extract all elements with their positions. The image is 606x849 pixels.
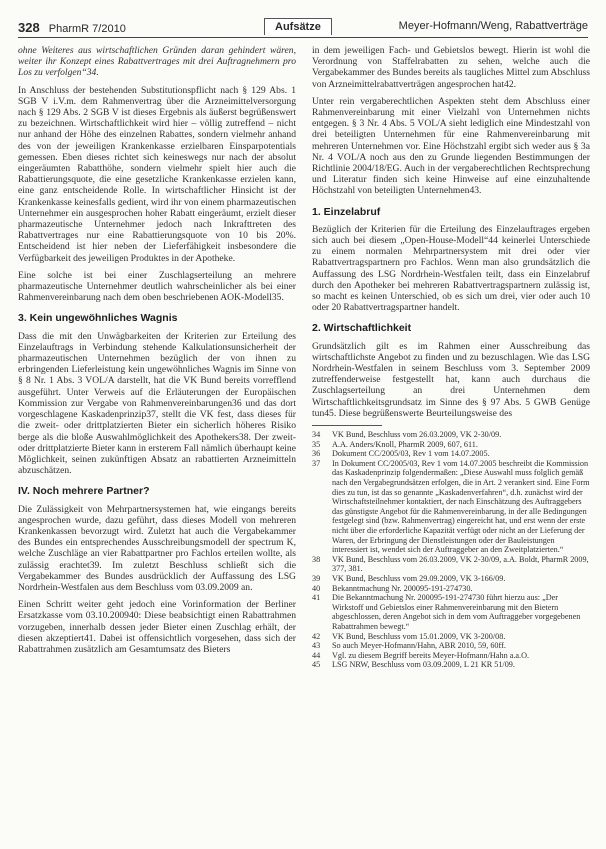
paragraph: In Anschluss der bestehenden Substitutionspflicht nach § 129 Abs. 1 SGB V i.V.m. dem Rahmenvertrag über die Arzneimittelversorgung nach § 129 Abs. 2 SGB V ist dieses Ergebnis als äußerst begrüßenswert zu bezeichnen. Wirtschaftlichkeit wird hier – völlig zutreffend – nicht nur anhand der Höhe des einzelnen Rabattes, sondern vielmehr anhand des von der jeweiligen Krankenkasse erzielbaren Einsparpotentials gemessen. Eben dieses richtet sich keineswegs nur nach der absolut eingeräumten Rabatthöhe, sondern vielmehr spielt hier auch die Rabattierungsquote, die eine gesetzliche Krankenkasse erzielen kann, eine ganz entscheidende Rolle. In wirtschaftlicher Hinsicht ist der Krankenkasse keinesfalls gedient, wird ihr von einem pharmazeutischen Unternehmer ein ausgesprochen hoher Rabatt eingeräumt, erzielt dieser pharmazeutische Unternehmer jedoch nach Inkrafttreten des Rabattvertrages nur eine Rabattierungsquote von 10 bis 20%. Entscheidend ist hier neben der Lieferfähigkeit insbesondere die Verfügbarkeit des jeweiligen Produktes in der Apotheke.	[18, 84, 296, 264]
footnote	[312, 593, 590, 631]
paragraph: Dass die mit den Unwägbarkeiten der Kriterien zur Erteilung des Einzelauftrags in Verbindung stehende Kalkulationsunsicherheit der pharmazeutischen Unternehmen bezüglich der von ihnen zu erbringenden Lieferleistung kein ungewöhnliches Wagnis im Sinne von § 8 Nr. 1 Abs. 3 VOL/A darstellt, hat die VK Bund bereits vorrefflend ausgeführt. Unter Verweis auf die Erläuterungen der Europäischen Kommission zur Vergabe von Rahmenvereinbarungen36 und das dort vorgeschlagene Kaskadenprinzip37, stellt die VK fest, dass dieses für die zweit- oder drittplatzierten Bieter ein sicherlich höheres Risiko berge als die bloße Auswahlmöglichkeit des Apothekers38. Der zweit- oder drittplatzierte Bieter kann in ersterem Fall nämlich überhaupt keine Möglichkeit, seinen zukünftigen Absatz an rabattierten Arzneimitteln abzuschätzen.	[18, 330, 296, 477]
paragraph: Unter rein vergaberechtlichen Aspekten steht dem Abschluss einer Rahmenvereinbarung mit einer Vielzahl von Unternehmen nichts entgegen. § 3 Nr. 4 Abs. 5 VOL/A sieht lediglich eine Mindestzahl von drei beteiligten Unternehmen für eine Rahmenvereinbarung mit mehreren Unternehmen vor. Eine Höchstzahl ergibt sich weder aus § 3a Nr. 4 VOL/A noch aus den zu Grunde liegenden Bestimmungen der Richtlinie 2004/18/EG. Auch in der vergaberechtlichen Rechtsprechung und Literatur finden sich keine Hinweise auf eine einzuhaltende Höchstzahl von beteiligten Unternehmen43.	[312, 95, 590, 197]
section-heading: 1. Einzelabruf	[312, 205, 381, 218]
footnote-text: So auch Meyer-Hofmann/Hahn, ABR 2010, 59, 60ff.	[332, 641, 506, 651]
footnote	[312, 651, 590, 661]
footnote	[312, 641, 590, 651]
footnote-number: 41	[312, 593, 321, 603]
footnote	[312, 449, 590, 459]
footnote	[312, 632, 590, 642]
paragraph: Einen Schritt weiter geht jedoch eine Vorinformation der Berliner Ersatzkasse vom 03.10.200940: Diese beabsichtigt einen Rabattrahmen vorzugeben, innerhalb dessen jeder Bieter einen Zuschlag erhält, der diesen akzeptiert41. Dabei ist offensichtlich vorgesehen, dass sich der Rabattrahmen zusätzlich am Gesamtumsatz des Bieters	[18, 599, 296, 655]
footnote-text: VK Bund, Beschluss vom 29.09.2009, VK 3-166/09.	[332, 574, 506, 583]
footnote-number: 42	[312, 631, 321, 641]
footnote	[312, 459, 590, 555]
paragraph: Bezüglich der Kriterien für die Erteilung des Einzelauftrages ergeben sich auch bei diesem „Open-House-Modell“44 keinerlei Unterschiede zu einem normalen Mehrpartnersystem mit drei oder vier Rabattvertragspartnern pro Fachlos. Wenn man also grundsätzlich die Auffassung des LSG Nordrhein-Westfalen teilt, dass ein Einzelabruf durch den Apotheker bei mehreren Rabattvertragspartnern zulässig ist, so macht es keinen Unterschied, ob es sich um drei, vier oder auch 10 oder 20 Rabattvertragspartner handelt.	[312, 223, 590, 314]
page-number: 328	[18, 20, 40, 35]
article-authors: Meyer-Hofmann/Weng, Rabattverträge	[398, 20, 588, 32]
footnote-number: 39	[312, 574, 321, 583]
footnote-number: 37	[312, 458, 321, 468]
paragraph: Eine solche ist bei einer Zuschlagserteilung an mehrere pharmazeutische Unternehmer deutlich wahrscheinlicher als bei einer Rahmenvereinbarung nach dem oben beschriebenen AOK-Modell35.	[18, 269, 296, 304]
section-heading: 3. Kein ungewöhnliches Wagnis	[18, 312, 178, 325]
footnote	[312, 430, 590, 440]
footnote	[312, 584, 590, 594]
footnote-number: 44	[312, 650, 321, 660]
header-rule	[18, 37, 588, 38]
footnote-text: Vgl. zu diesem Begriff bereits Meyer-Hofmann/Hahn a.a.O.	[332, 650, 530, 660]
footnote	[312, 660, 590, 670]
left-column	[18, 45, 296, 661]
section-heading: 2. Wirtschaftlichkeit	[312, 322, 412, 335]
footnotes	[312, 430, 590, 670]
footnote-text: A.A. Anders/Knoll, PharmR 2009, 607, 611.	[332, 439, 478, 449]
footnote-number: 36	[312, 449, 321, 459]
footnote-number: 34	[312, 430, 321, 440]
footnote-text: VK Bund, Beschluss vom 26.03.2009, VK 2-30/09, a.A. Boldt, PharmR 2009, 377, 381.	[332, 554, 589, 574]
paragraph: in dem jeweiligen Fach- und Gebietslos bewegt. Hierin ist wohl die Verordnung von Staffelrabatten zu sehen, welche auch die Vergabekammer des Bundes bereits als taugliches Mittel zum Abschluss von Arzneimittelrabattverträgen angesprochen hat42.	[312, 45, 590, 90]
journal-name: PharmR 7/2010	[48, 23, 126, 35]
running-header	[18, 20, 588, 38]
section-tab: Aufsätze	[264, 18, 332, 35]
footnote-number: 45	[312, 660, 321, 670]
footnote	[312, 555, 590, 574]
footnote-number: 40	[312, 583, 321, 593]
footnote-text: VK Bund, Beschluss vom 15.01.2009, VK 3-200/08.	[332, 631, 506, 641]
header-left	[18, 20, 126, 35]
footnote-number: 43	[312, 641, 321, 651]
footnote-number: 35	[312, 439, 321, 449]
footnote-text: Bekanntmachung Nr. 200095-191-274730.	[332, 583, 473, 593]
footnote-text: Dokument CC/2005/03, Rev 1 vom 14.07.2005.	[332, 449, 490, 459]
footnote-text: In Dokument CC/2005/03, Rev 1 vom 14.07.2005 beschreibt die Kommission das Kaskadenprinzip folgendermaßen: „Diese Auswahl muss folglich gemäß nach den Vergabegrundsätzen erfolgen, die in Art. 2 verankert sind. Eine Form dies zu tun, ist das so genannte „Kaskadenverfahren“, d.h. zunächst wird der Wirtschaftsteilnehmer kontaktiert, der nach Einschätzung des Auftraggebers das günstigste Angebot für die Rahmenvereinbarung, in der alle Bedingungen festgelegt sind (bzw. Rahmenvertrag) eingereicht hat, und erst wenn der erste nicht über die erforderliche Kapazität verfügt oder nicht an der Lieferung der Waren, der Erbringung der Dienstleistungen oder der Bauleistungen interessiert ist, wendet sich der Auftraggeber an den Zweitplatzierten.“	[332, 458, 590, 555]
section-heading: IV. Noch mehrere Partner?	[18, 485, 150, 498]
footnote-text: VK Bund, Beschluss vom 26.03.2009, VK 2-30/09.	[332, 430, 502, 440]
footnote-rule	[312, 425, 382, 426]
footnote-text: Die Bekanntmachung Nr. 200095-191-274730 führt hierzu aus: „Der Wirkstoff und Gebietslos einer Rahmenvereinbarung mit den Bietern abgeschlossen, deren Angebot sich in dem vom Auftraggeber vorgegebenen Rabattrahmen bewegt.“	[332, 593, 581, 631]
footnote-text: LSG NRW, Beschluss vom 03.09.2009, L 21 KR 51/09.	[332, 660, 515, 670]
footnote	[312, 574, 590, 584]
paragraph: Grundsätzlich gilt es im Rahmen einer Ausschreibung das wirtschaftlichste Angebot zu finden und zu bezuschlagen. Wie das LSG Nordrhein-Westfalen in seinem Beschluss vom 3. September 2009 zutreffenderweise festgestellt hat, kann auch durchaus die Zuschlagserteilung an drei Unternehmen dem Wirtschaftlichkeitsgrundsatz im Sinne des § 97 Abs. 5 GWB Genüge tun45. Diese begrüßenswerte Beurteilungsweise des	[312, 340, 590, 419]
paragraph: Die Zulässigkeit von Mehrpartnersystemen hat, wie eingangs bereits angesprochen wurde, dazu geführt, dass dieses Modell von mehreren Krankenkassen bevorzugt wird. Zuletzt hat auch die Vergabekammer des Bundes ein entsprechendes Ausschreibungsmodell der spectrum K, welche Zuschläge an vier Rabattpartner pro Fachlos erteilen wollte, als zulässig erachtet39. Im zuletzt Beschluss schließt sich die Vergabekammer des Bundes ausdrücklich der Auffassung des LSG Nordrhein-Westfalen aus dem Beschluss vom 03.09.2009 an.	[18, 503, 296, 593]
footnote-number: 38	[312, 554, 321, 564]
right-column	[312, 45, 590, 670]
paragraph: ohne Weiteres aus wirtschaftlichen Gründen daran gehindert wären, weiter ihr Konzept eines Rabattvertrages mit drei Auftragnehmern pro Los zu verfolgen“34.	[18, 45, 296, 79]
footnote	[312, 440, 590, 450]
